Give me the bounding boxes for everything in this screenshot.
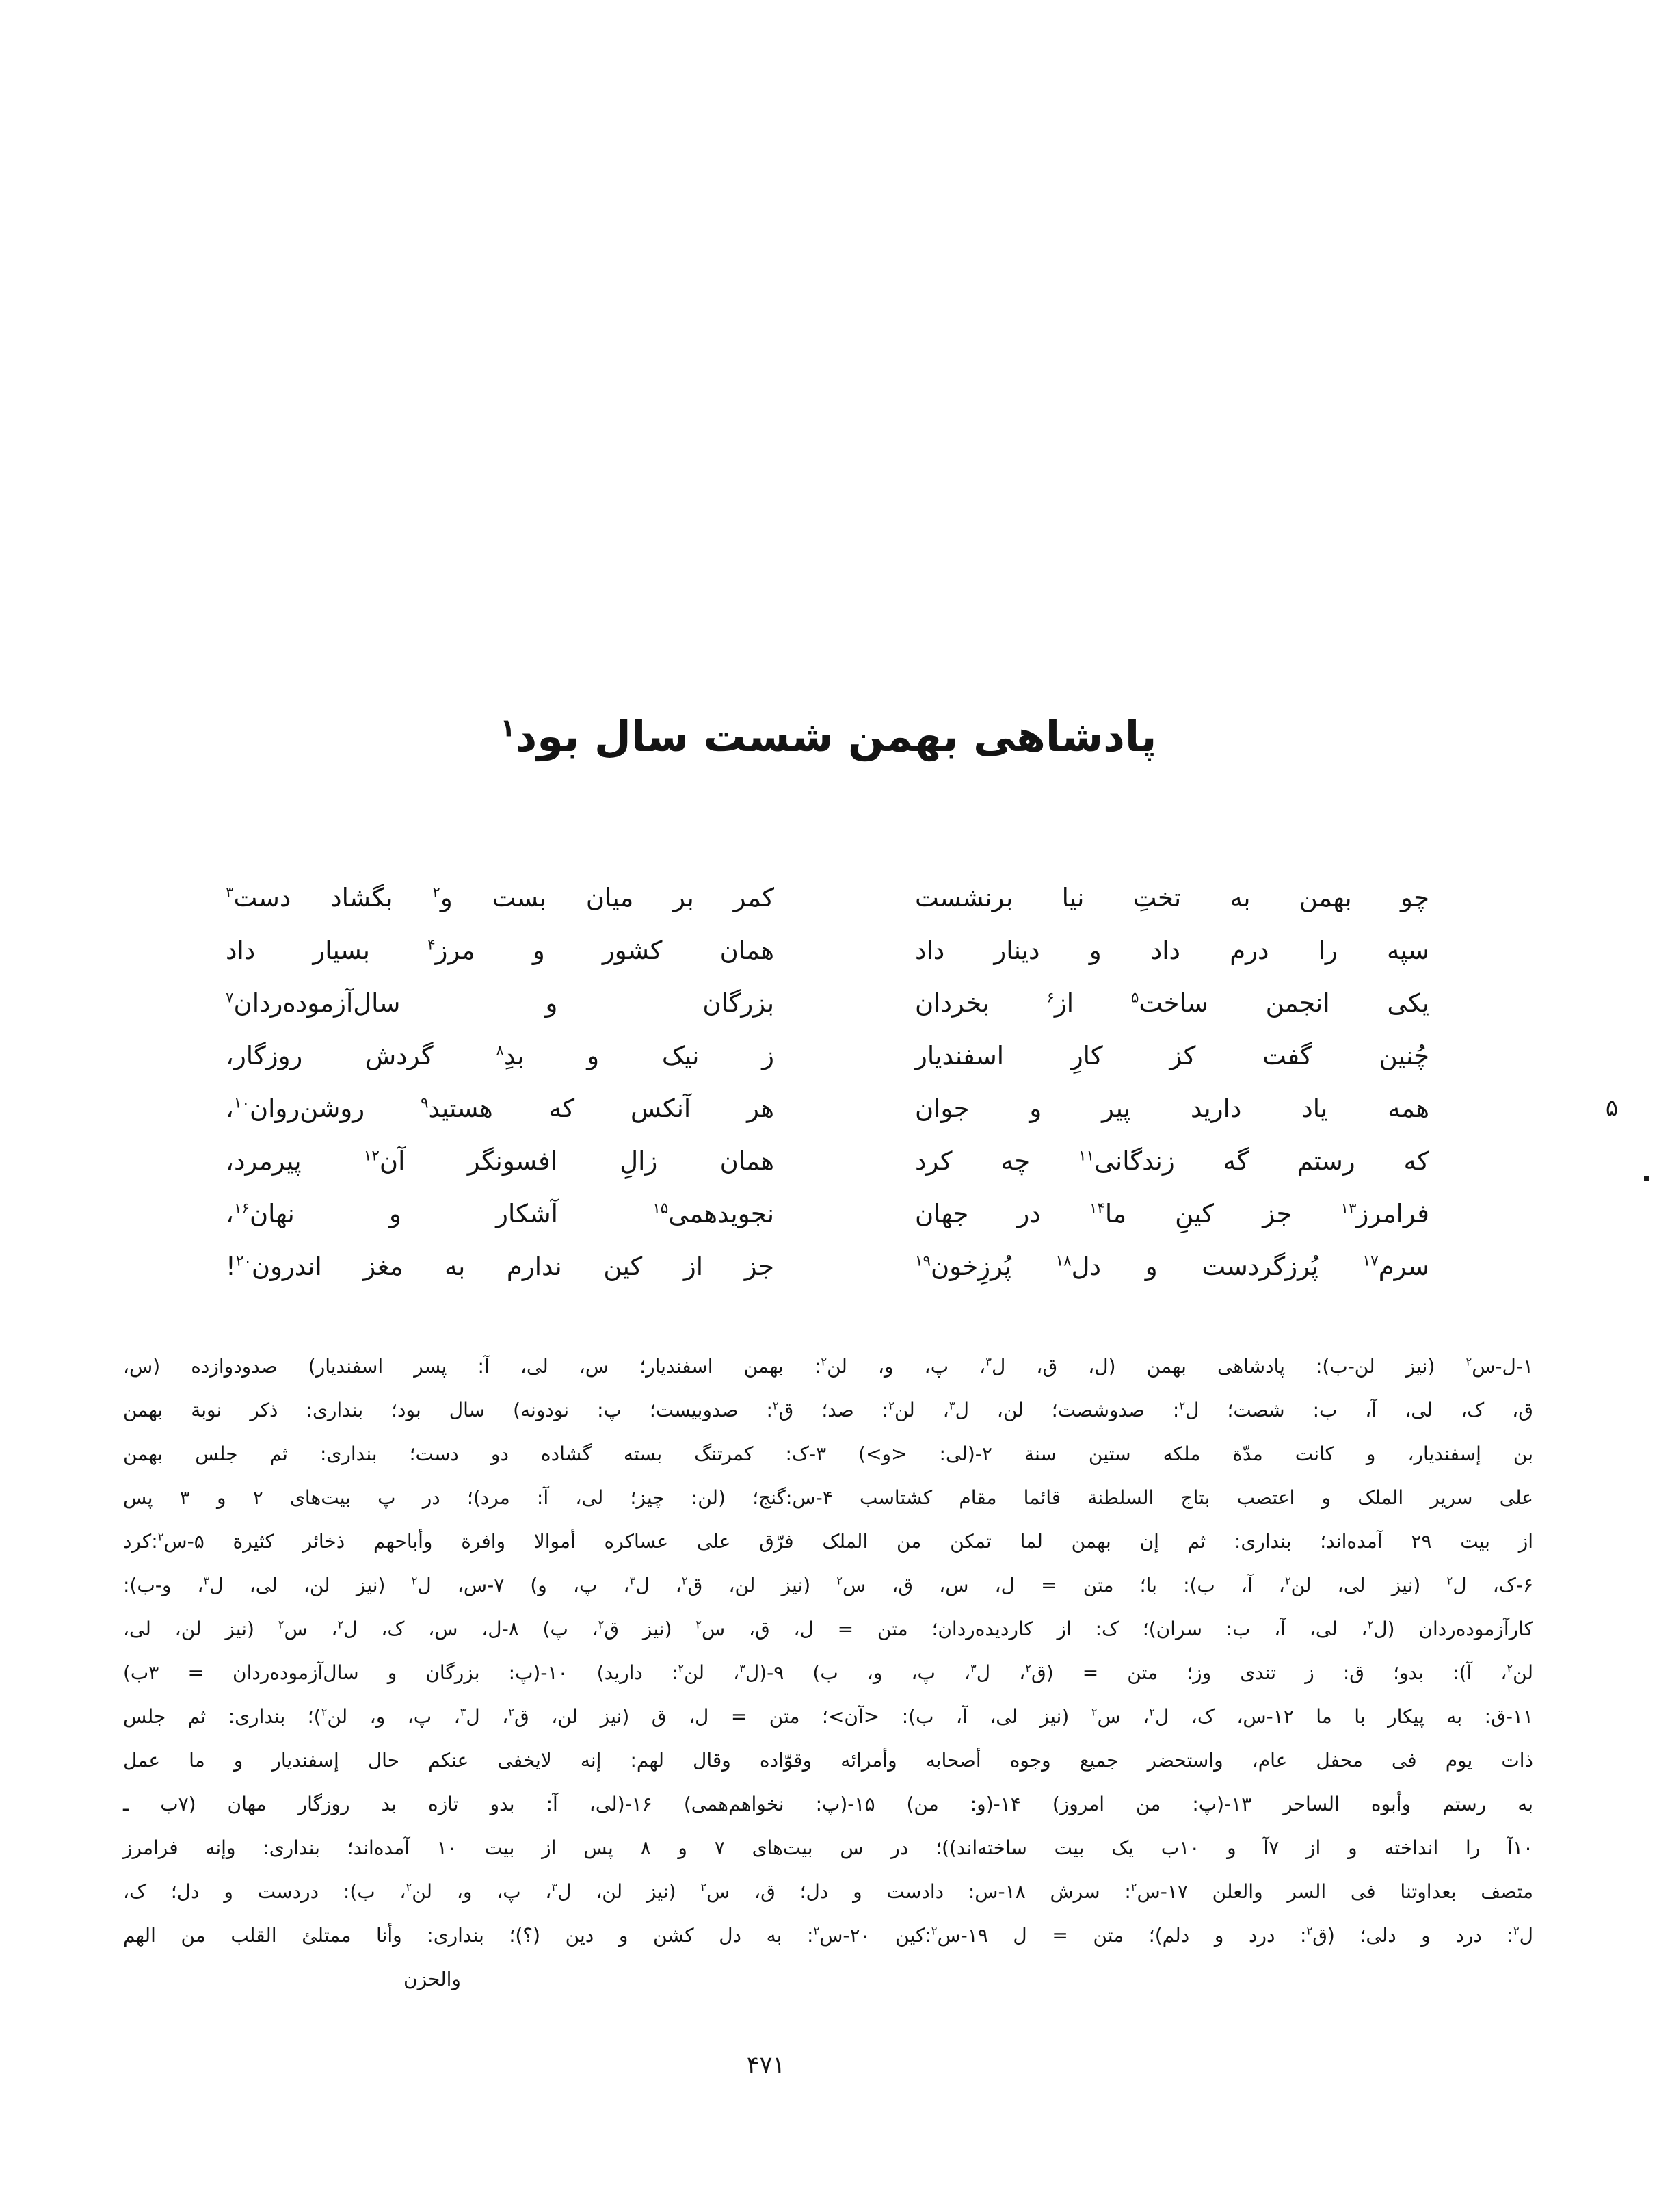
verse-row: [226, 1135, 1429, 1187]
hemistich-second: بزرگان و سال‌آزموده‌ردان$^۷$: [226, 988, 774, 1018]
footnote-line: ل$^۲$: درد و دلی؛ (ق$^۲$: درد و دلم)؛ متن = ل ۱۹-س$^۲$:کین ۲۰-س$^۲$: به دل کشن و دین (؟)؛ بنداری: وأنا ممتلئ القلب من الهم: [123, 1924, 1534, 1947]
footnote-line: به رستم وأبوه الساحر ۱۳-(پ: من امروز) ۱۴-(و: من) ۱۵-(پ: نخواهم‌همی) ۱۶-(لی، آ: بدو تازه بد روزگار مهان (۷ب ـ: [123, 1793, 1533, 1815]
hemistich-second: هر آنکس که هستید$^۹$ روشن‌روان$^{۱۰}$،: [226, 1094, 774, 1123]
footnote-line: متصف بعداوتنا فی السر والعلن ۱۷-س$^۲$: سرش ۱۸-س: دادست و دل؛ ق، س$^۲$ (نیز لن، ل$^۳$، پ، و، لن$^۲$، ب): دردست و دل؛ ک،: [123, 1880, 1534, 1903]
verse-row: [226, 1029, 1429, 1082]
hemistich-first: چُنین گفت کز کارِ اسفندیار: [915, 1041, 1429, 1070]
hemistich-first: چو بهمن به تختِ نیا برنشست: [915, 883, 1429, 912]
hemistich-first: که رستم گه زندگانی$^{۱۱}$ چه کرد: [915, 1146, 1429, 1176]
verse-row: [226, 1082, 1429, 1135]
page-number: ۴۷۱: [746, 2052, 786, 2079]
hemistich-first: فرامرز$^{۱۳}$ جز کینِ ما$^{۱۴}$ در جهان: [915, 1199, 1429, 1228]
hemistich-second: جز از کین ندارم به مغز اندرون$^{۲۰}$!: [226, 1252, 774, 1281]
poem: [226, 871, 1429, 1293]
verse-row: [226, 924, 1429, 977]
footnote-line: کارآزموده‌ردان (ل$^۲$، لی، آ، ب: سران)؛ ک: از کاردیده‌ردان؛ متن = ل، ق، س$^۲$ (نیز ق$^۲$، پ) ۸-ل، س، ک، ل$^۲$، س$^۲$ (نیز لن، لی،: [123, 1618, 1533, 1640]
footnote-line: ۶-ک، ل$^۲$ (نیز لی، لن$^۲$، آ، ب): با؛ متن = ل، س، ق، س$^۲$ (نیز لن، ق$^۲$، ل$^۳$، پ، و) ۷-س، ل$^۲$ (نیز لن، لی، ل$^۳$، و-ب):: [123, 1574, 1533, 1596]
page-title: پادشاهی بهمن شست سال بود$^۱$: [500, 711, 1157, 761]
hemistich-second: ز نیک و بدِ$^۸$ گردش روزگار،: [226, 1041, 774, 1070]
footnote-line: لن$^۲$، آ): بدو؛ ق: ز تندی وز؛ متن = (ق$^۲$، ل$^۳$، پ، و، ب) ۹-(ل$^۳$، لن$^۲$: دارید) ۱۰-(پ: بزرگان و سال‌آزموده‌ردان = ۳ب): [123, 1661, 1533, 1684]
footnote-line: ق، ک، لی، آ، ب: شصت؛ ل$^۲$: صدوشصت؛ لن، ل$^۳$، لن$^۲$: صد؛ ق$^۲$: صدوبیست؛ پ: نودونه) سال بود؛ بنداری: ذکر نوبة بهمن: [123, 1399, 1533, 1421]
hemistich-first: یکی انجمن ساخت$^۵$ از$^۶$ بخردان: [915, 988, 1429, 1018]
footnote-line: ذات یوم فی محفل عام، واستحضر جمیع وجوه أصحابه وأمرائه وقوّاده وقال لهم: إنه لایخفی عنکم حال إسفندیار و ما عمل: [123, 1749, 1533, 1772]
hemistich-first: سرم$^{۱۷}$ پُرزگردست و دل$^{۱۸}$ پُرزِخون$^{۱۹}$: [915, 1252, 1430, 1281]
verse-row: [226, 977, 1429, 1029]
footnote-line: بن إسفندیار، و کانت مدّة ملکه ستین سنة ۲-(لی: <و>) ۳-ک: کمرتنگ بسته گشاده دو دست؛ بنداری: ثم جلس بهمن: [123, 1443, 1533, 1465]
hemistich-second: کمر بر میان بست و$^۲$ بگشاد دست$^۳$: [226, 883, 774, 912]
footnote-line: ۱۰آ را انداخته و از ۷آ و ۱۰ب یک بیت ساخته‌اند))؛ در س بیت‌های ۷ و ۸ پس از بیت ۱۰ آمده‌اند؛ بنداری: وإنه فرامرز: [123, 1836, 1534, 1859]
margin-speck: [1644, 1176, 1649, 1181]
verse-row: [226, 871, 1429, 924]
footnote-line: علی سریر الملک و اعتصب بتاج السلطنة قائما مقام کشتاسب ۴-س:گنج؛ (لن: چیز؛ لی، آ: مرد)؛ در پ بیت‌های ۲ و ۳ پس: [123, 1486, 1534, 1509]
hemistich-second: نجویدهمی$^{۱۵}$ آشکار و نهان$^{۱۶}$،: [226, 1199, 774, 1228]
footnote-line: از بیت ۲۹ آمده‌اند؛ بنداری: ثم إن بهمن لما تمکن من الملک فرّق علی عساکره أموالا وافرة وأباحهم ذخائر کثیرة ۵-س$^۲$:کرد: [123, 1530, 1533, 1553]
footnotes-block: [123, 1345, 1533, 2001]
footnote-line: ۱-ل-س$^۲$ (نیز لن-ب): پادشاهی بهمن (ل، ق، ل$^۳$، پ، و، لن$^۲$: بهمن اسفندیار؛ س، لی، آ: پسر اسفندیار) صدودوازده (س،: [123, 1355, 1533, 1378]
verse-number: ۵: [1605, 1094, 1619, 1122]
verse-row: [226, 1240, 1429, 1293]
hemistich-first: سپه را درم داد و دینار داد: [915, 936, 1429, 965]
hemistich-second: همان زالِ افسونگر آن$^{۱۲}$ پیرمرد،: [226, 1146, 774, 1176]
hemistich-second: همان کشور و مرز$^۴$ بسیار داد: [226, 936, 774, 965]
verse-row: [226, 1187, 1429, 1240]
footnote-line: والحزن: [403, 1968, 461, 1990]
hemistich-first: همه یاد دارید پیر و جوان: [915, 1094, 1429, 1123]
footnote-line: ۱۱-ق: به پیکار با ما ۱۲-س، ک، ل$^۲$، س$^۲$ (نیز لی، آ، ب): <آن>؛ متن = ل، ق (نیز لن، ق$^۲$، ل$^۳$، پ، و، لن$^۲$)؛ بنداری: ثم جلس: [123, 1705, 1534, 1728]
